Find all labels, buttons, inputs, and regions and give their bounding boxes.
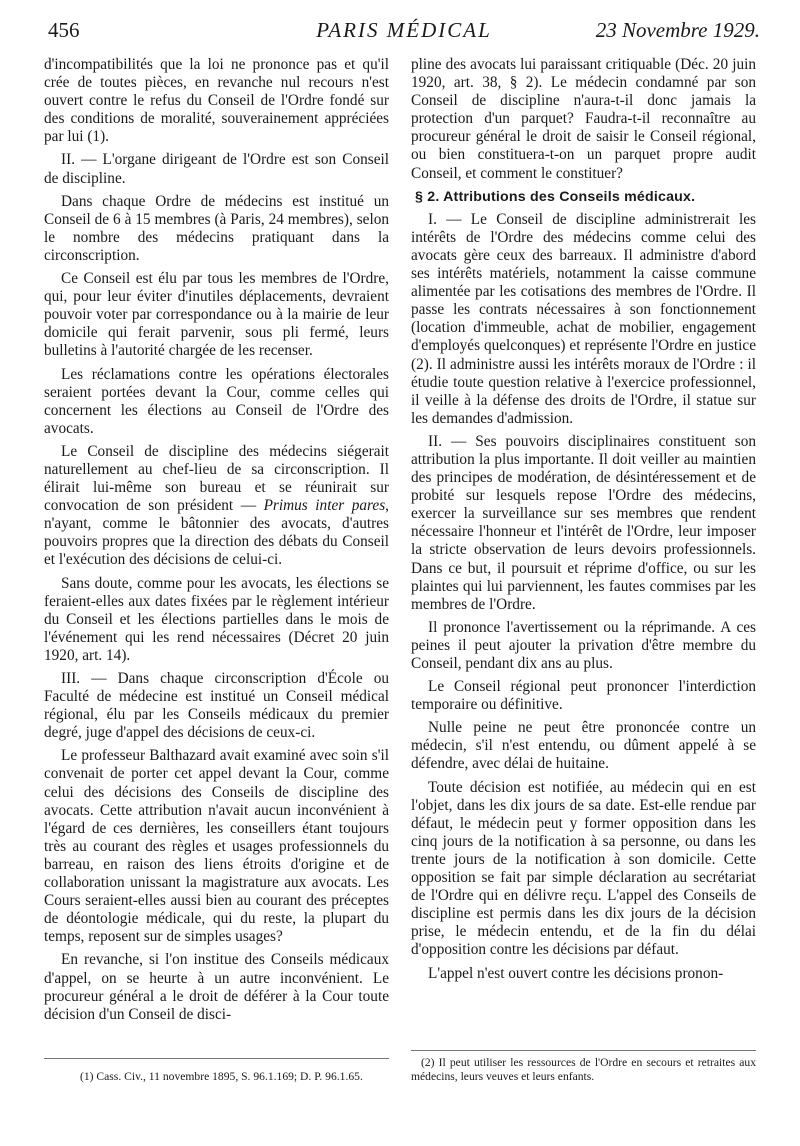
section-heading: § 2. Attributions des Conseils médicaux. <box>415 188 696 205</box>
paragraph: III. — Dans chaque circonscription d'École ou Faculté de médecine est institué un Conseil médical régional, élu par les Conseils médicaux du premier degré, juge d'appel des décisions de ceux-ci. <box>44 670 389 742</box>
paragraph: Dans chaque Ordre de médecins est institué un Conseil de 6 à 15 membres (à Paris, 24 membres), selon le nombre des médecins pratiquant dans la circonscription. <box>44 192 389 264</box>
paragraph: d'incompatibilités que la loi ne prononce pas et qu'il crée de toutes pièces, en revanche nul recours n'est ouvert contre le refus du Conseil de l'Ordre fondé sur des conditions de moralité, souverainement appréciées par lui (1). <box>44 56 389 146</box>
paragraph: En revanche, si l'on institue des Conseils médicaux d'appel, on se heurte à un autre inconvénient. Le procureur général a le droit de déférer à la Cour toute décision d'un Conseil de disci- <box>44 951 389 1023</box>
paragraph: Nulle peine ne peut être prononcée contre un médecin, s'il n'est entendu, ou dûment appelé à se défendre, avec délai de huitaine. <box>411 719 756 773</box>
paragraph: Ce Conseil est élu par tous les membres de l'Ordre, qui, pour leur éviter d'inutiles déplacements, devraient pouvoir voter par correspondance ou à la mairie de leur domicile qui ferait parvenir, sous pli fermé, leurs bulletins à l'autorité chargée de les recenser. <box>44 270 389 360</box>
paragraph: I. — Le Conseil de discipline administrerait les intérêts de l'Ordre des médecins comme celui des avocats gère ceux des barreaux. Il administre d'abord ses intérêts matériels, notamment la caisse commune alimentée par les cotisations des membres de l'Ordre. Il passe les contrats nécessaires à son fonctionnement (location d'immeuble, achat de mobilier, engagement d'employés quelconques) et représente l'Ordre en justice (2). Il administre aussi les intérêts moraux de l'Ordre : il étudie toute question relative à l'exercice professionnel, il veille à la défense des droits de l'Ordre, il statue sur les demandes d'admission. <box>411 210 756 427</box>
page-header <box>48 18 760 48</box>
page-number: 456 <box>48 18 80 42</box>
footnote-left: (1) Cass. Civ., 11 novembre 1895, S. 96.1.169; D. P. 96.1.65. <box>80 1070 363 1083</box>
right-column <box>411 56 756 983</box>
paragraph: Toute décision est notifiée, au médecin qui en est l'objet, dans les dix jours de sa date. Est-elle rendue par défaut, le médecin peut y former opposition dans les cinq jours de la notification à sa personne, ou dans les trente jours de la notification à son domicile. Cette opposition se fait par simple déclaration au secrétariat de l'Ordre qui en délivre reçu. L'appel des Conseils de discipline est permis dans les dix jours de la décision prise, le médecin entendu, et de la fin du délai d'opposition contre les décisions par défaut. <box>411 778 756 959</box>
journal-title: PARIS MÉDICAL <box>316 18 492 42</box>
left-column <box>44 56 389 1024</box>
footnote-right: (2) Il peut utiliser les ressources de l'Ordre en secours et retraites aux médecins, leurs veuves et leurs enfants. <box>411 1056 756 1083</box>
latin-phrase: Primus inter pares <box>263 497 386 515</box>
paragraph: L'appel n'est ouvert contre les décisions pronon- <box>428 964 724 982</box>
paragraph: Le professeur Balthazard avait examiné avec soin s'il convenait de porter cet appel devant la Cour, comme celui des décisions des Conseils de discipline des avocats. Cette attribution n'avait aucun inconvénient à l'égard de ces dernières, les conseillers étant toujours très au courant des règles et usages professionnels du barreau, en raison des liens étroits d'origine et de collaboration unissant la magistrature aux avocats. Les Cours seraient-elles aussi bien au courant des préceptes de déontologie médicale, qui du reste, la plupart du temps, reposent sur de simples usages? <box>44 747 389 946</box>
paragraph: Les réclamations contre les opérations électorales seraient portées devant la Cour, comme celles qui concernent les élections au Conseil de l'Ordre des avocats. <box>44 365 389 437</box>
paragraph: Le Conseil régional peut prononcer l'interdiction temporaire ou définitive. <box>411 678 756 714</box>
paragraph: pline des avocats lui paraissant critiquable (Déc. 20 juin 1920, art. 38, § 2). Le médecin condamné par son Conseil de discipline n'aura-t-il donc jamais la protection d'un parquet? Faudra-t-il reconnaître au procureur général le droit de saisir le Conseil régional, ou bien constituera-t-on un parquet propre audit Conseil, et comment le constituer? <box>411 56 756 182</box>
footnote-divider <box>411 1050 756 1051</box>
paragraph: II. — Ses pouvoirs disciplinaires constituent son attribution la plus importante. Il doit veiller au maintien des principes de modération, de désintéressement et de probité sur lesquels repose l'Ordre des médecins, exercer la surveillance sur ses membres que rendent nécessaire l'honneur et l'intérêt de l'Ordre, leur imposer la stricte observation de leurs devoirs professionnels. Dans ce but, il poursuit et réprime d'office, ou sur les plaintes qui lui parviennent, les fautes commises par les membres de l'Ordre. <box>411 432 756 613</box>
paragraph: Le Conseil de discipline des médecins siégerait naturellement au chef-lieu de sa circonscription. Il élirait lui-même son bureau et se réunirait sur convocation de son président — Primus inter pares, n'ayant, comme le bâtonnier des avocats, d'autres pouvoirs propres que la direction des débats du Conseil et l'exécution des décisions de celui-ci. <box>44 442 389 569</box>
paragraph: Sans doute, comme pour les avocats, les élections se feraient-elles aux dates fixées par le règlement intérieur du Conseil et les élections partielles dans le mois de l'événement qui les rend nécessaires (Décret 20 juin 1920, art. 14). <box>44 574 389 664</box>
issue-date: 23 Novembre 1929. <box>595 18 760 42</box>
paragraph: Il prononce l'avertissement ou la réprimande. A ces peines il peut ajouter la privation d'être membre du Conseil, pendant dix ans au plus. <box>411 618 756 672</box>
paragraph: II. — L'organe dirigeant de l'Ordre est son Conseil de discipline. <box>44 151 389 187</box>
footnote-divider <box>44 1058 389 1059</box>
